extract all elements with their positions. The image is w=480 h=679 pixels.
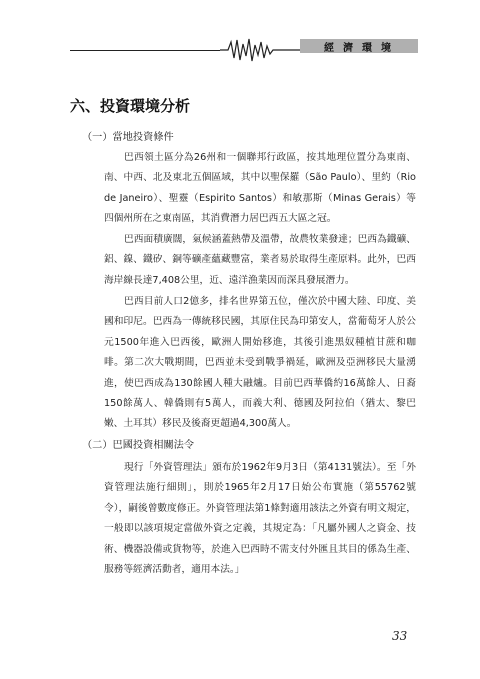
paragraph-population: 巴西目前人口2億多，排名世界第五位，僅次於中國大陸、印度、美國和印尼。巴西為一傳統移民國，其原住民為印第安人，當葡萄牙人於公元1500年進入巴西後，歐洲人開始移進，其後引進黑奴種植甘蔗和咖啡。第二次大戰期間，巴西並未受到戰爭禍延，歐洲及亞洲移民大量湧進，使巴西成為130餘國人種大融爐。目前巴西華僑約16萬餘人、日裔150餘萬人、韓僑則有5萬人，而義大利、德國及阿拉伯（猶太、黎巴嫩、土耳其）移民及後裔更超過4,300萬人。 <box>104 296 416 430</box>
paragraph-regions: 巴西領土區分為26州和一個聯邦行政區，按其地理位置分為東南、南、中西、北及東北五個區域，其中以聖保羅（São Paulo）、里約（Rio de Janeiro）、聖靈（Espirito Santos）和敏那斯（Minas Gerais）等四個州所在之東南區，其消費潛力居巴西五大區之冠。 <box>104 152 416 225</box>
paragraph-foreign-capital-law: 現行「外資管理法」頒布於1962年9月3日（第4131號法）。至「外資管理法施行細則」，則於1965年2月17日始公布實施（第55762號令），嗣後曾數度修正。外資管理法第1條對適用該法之外資有明文規定，一般即以該項規定當做外資之定義，其規定為：「凡屬外國人之資金、技術、機器設備或貨物等，於進入巴西時不需支付外匯且其目的係為生產、服務等經濟活動者，適用本法。」 <box>104 462 416 576</box>
subsection-heading-1: （一）當地投資條件 <box>82 132 174 143</box>
section-title: 六、投資環境分析 <box>70 97 191 115</box>
page-number: 33 <box>392 629 408 643</box>
header-tab-label: 經濟環境 <box>324 42 400 54</box>
header-rule-left <box>70 50 220 51</box>
paragraph-resources: 巴西面積廣闊，氣候涵蓋熱帶及溫帶，故農牧業發達；巴西為鐵礦、鋁、鎳、鐵矽、銅等礦產蘊藏豐富，業者易於取得生產原料。此外，巴西海岸線長達7,408公里，近、遠洋漁業因而深具發展潛力。 <box>104 234 416 286</box>
subsection-heading-2: （二）巴國投資相關法令 <box>82 440 195 451</box>
waveform-ornament <box>220 36 300 64</box>
